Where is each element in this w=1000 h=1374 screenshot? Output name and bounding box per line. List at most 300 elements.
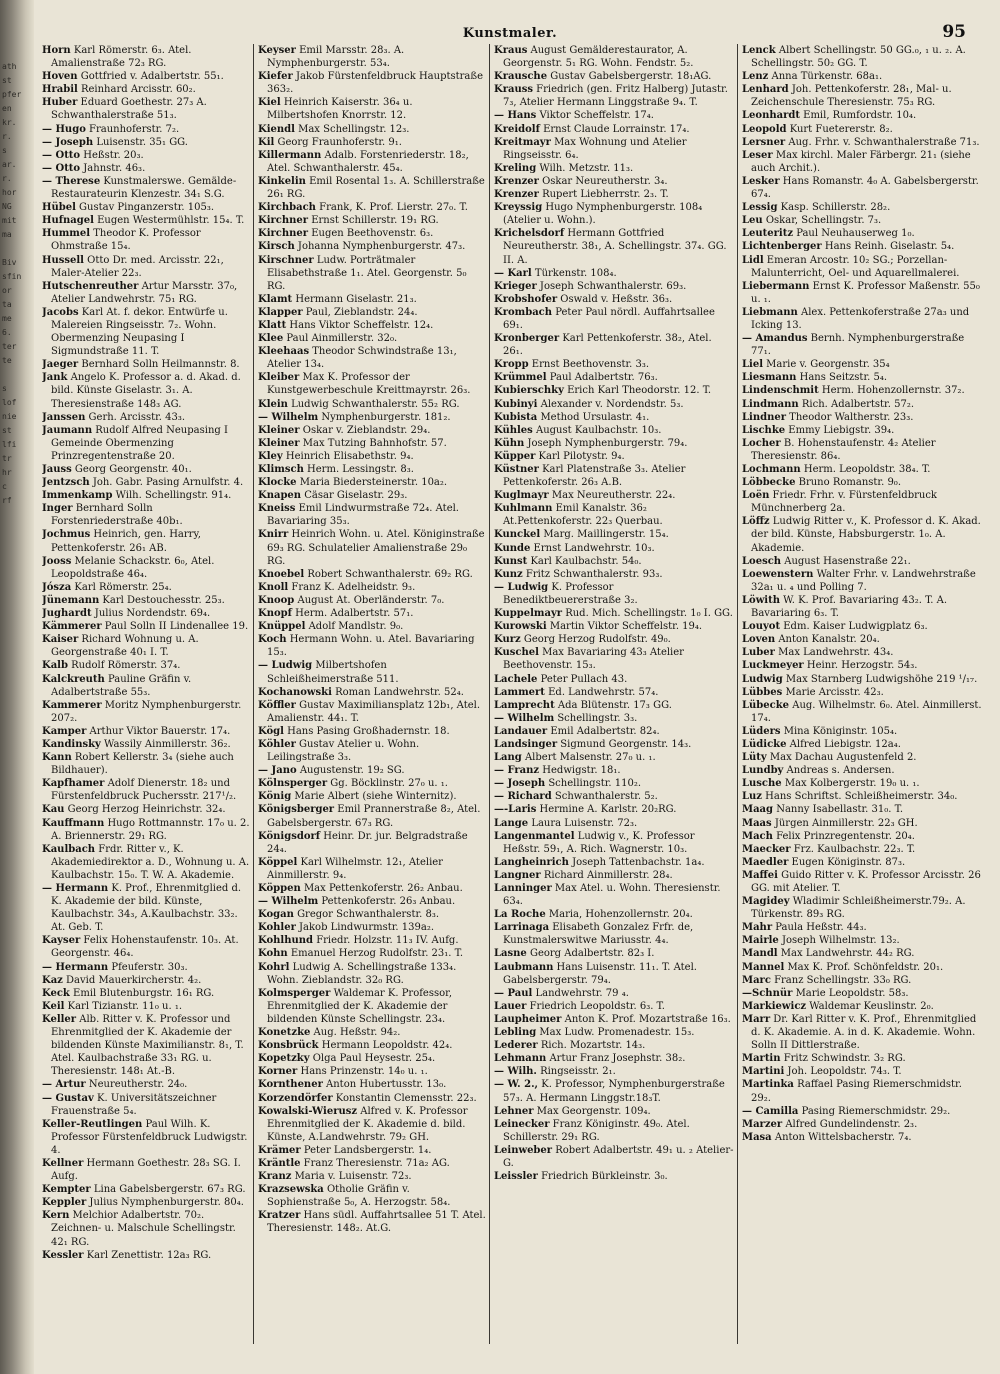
directory-entry: [258, 201, 486, 214]
directory-entry: [258, 856, 486, 882]
entry-details: Gregor Schwanthalerstr. 8₃.: [293, 909, 440, 921]
entry-details: Fritz Schwindstr. 3₂ RG.: [780, 1053, 906, 1065]
directory-entry: [742, 817, 982, 830]
entry-details: Cäsar Giselastr. 29₃.: [301, 490, 408, 502]
entry-name: Kunde: [494, 542, 531, 554]
directory-entry: [258, 607, 486, 620]
directory-entry: [258, 620, 486, 633]
entry-details: B. Hohenstaufenstr. 4₂ Atelier Theresienstr. 86₄.: [751, 437, 936, 462]
directory-entry: [494, 411, 734, 424]
directory-entry: [42, 882, 250, 934]
entry-name: Krombach: [494, 306, 553, 318]
directory-entry: [258, 528, 486, 567]
entry-name: — Artur: [42, 1079, 86, 1091]
directory-entry: [42, 502, 250, 528]
directory-entry: [742, 987, 982, 1000]
directory-entry: [494, 502, 734, 528]
entry-details: Nanny Isabellastr. 31₀. T.: [773, 804, 904, 816]
entry-details: Bernhard Solln Forstenriederstraße 40b₁.: [51, 503, 183, 528]
entry-details: Georg Herzog Rudolfstr. 49₀.: [520, 634, 671, 646]
entry-details: Gerh. Arcisstr. 43₃.: [85, 411, 186, 423]
entry-details: Artur Marsstr. 37₀, Atelier Landwehrstr. 75₁ RG.: [51, 280, 238, 305]
directory-entry: [742, 620, 982, 633]
column-1: [42, 44, 250, 1354]
entry-name: Laubmann: [494, 961, 554, 973]
entry-name: Lusche: [742, 778, 782, 790]
entry-details: Joseph Wilhelmstr. 13₂.: [778, 935, 900, 947]
entry-name: Leu: [742, 215, 763, 227]
entry-details: Sigmund Georgenstr. 14₃.: [557, 738, 692, 750]
entry-name: Kirsch: [258, 241, 295, 253]
entry-name: Lederer: [494, 1040, 538, 1052]
entry-details: Joh. Pettenkoferstr. 28₁, Mal- u. Zeichenschule Theresienstr. 75₃ RG.: [751, 84, 952, 109]
entry-details: Melchior Adalbertstr. 70₂. Zeichnen- u. Malschule Schellingstr. 42₁ RG.: [51, 1210, 236, 1248]
directory-entry: [742, 214, 982, 227]
entry-name: Kreling: [494, 162, 537, 174]
column-divider: [737, 44, 738, 1344]
entry-details: Max Starnberg Ludwigshöhe 219 ¹/₁₇.: [782, 673, 978, 685]
entry-name: Klein: [258, 398, 288, 410]
directory-entry: [742, 646, 982, 659]
entry-name: Landauer: [494, 725, 548, 737]
directory-entry: [494, 280, 734, 293]
entry-name: Köppen: [258, 883, 301, 894]
entry-details: Paul Solln II Lindenallee 19.: [101, 621, 249, 633]
directory-entry: [258, 987, 486, 1026]
directory-entry: [42, 843, 250, 882]
entry-name: Kämmerer: [42, 621, 102, 633]
entry-details: Emil Kanalstr. 36₂ At.Pettenkoferstr. 22₃ Querbau.: [503, 503, 663, 528]
entry-details: Anton Hubertusstr. 13₀.: [322, 1079, 447, 1091]
entry-name: Leuteritz: [742, 228, 794, 240]
directory-entry: [494, 790, 734, 803]
entry-name: Maecker: [742, 843, 791, 855]
entry-details: Frank, K. Prof. Lierstr. 27₀. T.: [315, 202, 468, 214]
entry-details: Ringseisstr. 2₁.: [536, 1066, 616, 1078]
entry-details: Schellingstr. 3₃.: [554, 712, 638, 724]
entry-details: Joh. Leopoldstr. 74₃. T.: [784, 1066, 902, 1078]
entry-name: Königsdorf: [258, 830, 321, 842]
entry-details: August At. Oberländerstr. 7₀.: [294, 594, 445, 606]
directory-entry: [258, 450, 486, 463]
directory-entry: [258, 1092, 486, 1105]
entry-name: Martini: [742, 1066, 785, 1078]
entry-details: Hans Romanstr. 4₀ A. Gabelsbergerstr. 67₄.: [751, 175, 979, 201]
entry-name: Immenkamp: [42, 490, 113, 502]
entry-name: Kil: [258, 136, 275, 148]
entry-details: Türkenstr. 108₄.: [531, 267, 617, 279]
directory-entry: [494, 947, 734, 960]
directory-entry: [258, 1039, 486, 1052]
directory-entry: [742, 254, 982, 280]
entry-name: Kalckreuth: [42, 673, 105, 685]
entry-details: Alb. Ritter v. K. Professor und Ehrenmitglied der K. Akademie der bildenden Künste Maximilianstr. 8₁, T. Atel. Kaulbachstraße 33₁ RG. u. Theresienstr. 148₁ At.-B.: [51, 1013, 244, 1078]
directory-entry: [742, 1078, 982, 1104]
entry-name: —Schnür: [742, 987, 793, 999]
entry-details: Maria v. Luisenstr. 72₃.: [291, 1171, 412, 1183]
entry-details: Julius Nymphenburgerstr. 80₄.: [86, 1197, 244, 1209]
directory-entry: [742, 1131, 982, 1144]
entry-name: Lamprecht: [494, 699, 555, 711]
entry-details: Moritz Nymphenburgerstr. 207₂.: [51, 699, 242, 724]
entry-details: Karl Kaulbachstr. 54₀.: [527, 555, 642, 567]
entry-name: Kreidolf: [494, 123, 540, 135]
entry-details: Theodor K. Professor Ohmstraße 15₄.: [51, 228, 201, 253]
directory-entry: [42, 1078, 250, 1091]
entry-details: Reinhard Arcisstr. 60₂.: [77, 84, 196, 96]
directory-entry: [42, 1196, 250, 1209]
directory-entry: [42, 817, 250, 843]
entry-name: Martin: [742, 1053, 781, 1065]
directory-entry: [42, 974, 250, 987]
entry-details: Ernst Schillerstr. 19₁ RG.: [308, 215, 439, 227]
entry-name: Jaeger: [42, 359, 79, 371]
entry-details: Wassily Ainmillerstr. 36₂.: [100, 738, 231, 750]
entry-details: K. Prof., Ehrenmitglied d. K. Akademie der bild. Künste, Kaulbachstr. 34₃, A.Kaulbachstr. 33₂. At. Geb. T.: [51, 883, 242, 934]
directory-entry: [494, 869, 734, 882]
entry-name: Mahr: [742, 922, 773, 934]
directory-entry: [258, 777, 486, 790]
entry-name: Kunst: [494, 555, 528, 567]
directory-entry: [742, 424, 982, 437]
entry-details: Anna Türkenstr. 68a₁.: [768, 71, 883, 83]
entry-name: Liebmann: [742, 306, 798, 318]
entry-name: Lenck: [742, 45, 776, 56]
directory-entry: [742, 371, 982, 384]
entry-details: Adalb. Forstenriederstr. 18₂, Atel. Schwanthalerstr. 45₄.: [267, 149, 469, 174]
entry-name: Loewenstern: [742, 568, 814, 580]
entry-name: Martinka: [742, 1079, 794, 1091]
entry-name: Kogan: [258, 909, 294, 921]
entry-name: Kinkelin: [258, 175, 306, 187]
entry-details: Joseph Nymphenburgerstr. 79₄.: [524, 437, 688, 449]
directory-entry: [742, 358, 982, 371]
directory-entry: [42, 987, 250, 1000]
directory-entry: [42, 96, 250, 122]
entry-details: Heßstr. 20₃.: [80, 149, 144, 161]
entry-details: Konstantin Clemensstr. 22₃.: [332, 1092, 477, 1104]
entry-name: Kühn: [494, 437, 525, 449]
directory-entry: [42, 620, 250, 633]
directory-entry: [258, 254, 486, 293]
directory-entry: [258, 895, 486, 908]
entry-details: Method Ursulastr. 4₁.: [537, 411, 650, 423]
entry-details: Ludw. Porträtmaler Elisabethstraße 1₁. Atel. Georgenstr. 5₀ RG.: [267, 254, 467, 292]
entry-details: Lina Gabelsbergerstr. 67₃ RG.: [90, 1184, 246, 1196]
section-title: Kunstmaler.: [462, 26, 558, 41]
directory-entry: [494, 686, 734, 699]
entry-name: Kölnsperger: [258, 778, 328, 790]
entry-details: Ernst Beethovenstr. 3₃.: [528, 359, 650, 371]
directory-entry: [258, 476, 486, 489]
directory-entry: [42, 934, 250, 960]
directory-entry: [258, 947, 486, 960]
entry-name: — Wilhelm: [258, 896, 319, 908]
entry-details: Franz Königinstr. 49₀. Atel. Schillerstr. 29₁ RG.: [503, 1118, 690, 1143]
entry-details: Hans südl. Auffahrtsallee 51 T. Atel. Theresienstr. 148₂. At.G.: [267, 1210, 486, 1235]
directory-entry: [742, 437, 982, 463]
directory-entry: [258, 738, 486, 764]
entry-name: König: [258, 791, 292, 803]
entry-details: Anton Wittelsbacherstr. 7₄.: [771, 1131, 912, 1143]
directory-entry: [42, 581, 250, 594]
entry-details: Max kirchl. Maler Färbergr. 21₁ (siehe auch Archit.).: [751, 149, 971, 174]
entry-name: Kauffmann: [42, 817, 105, 829]
directory-entry: [42, 1249, 250, 1262]
entry-name: — Otto: [42, 162, 81, 174]
entry-details: Friedrich Bürkleinstr. 3₀.: [537, 1171, 668, 1183]
entry-details: Emmy Liebigstr. 39₄.: [785, 424, 895, 436]
entry-name: Kurowski: [494, 621, 547, 633]
entry-details: Laura Luisenstr. 72₃.: [528, 817, 638, 829]
entry-name: Landsinger: [494, 738, 558, 750]
entry-details: Theodor Waltherstr. 23₃.: [786, 411, 914, 423]
entry-details: Paul Neuhauserweg 1₀.: [793, 228, 915, 240]
entry-details: Max Neureutherstr. 22₄.: [548, 490, 676, 502]
entry-name: Kowalski-Wierusz: [258, 1105, 358, 1117]
entry-name: Kleehaas: [258, 346, 310, 358]
entry-name: Kuglmayr: [494, 490, 549, 502]
entry-name: Krenzer: [494, 189, 539, 201]
entry-details: Viktor Scheffelstr. 17₄.: [536, 110, 654, 122]
entry-name: Lochmann: [742, 464, 801, 475]
entry-name: Kronberger: [494, 333, 560, 345]
entry-name: Krümmel: [494, 372, 547, 384]
directory-entry: [742, 738, 982, 751]
entry-details: Jakob Lindwurmstr. 139a₂.: [295, 922, 435, 934]
entry-details: Herm. Hohenzollernstr. 37₂.: [818, 385, 965, 397]
entry-name: Loven: [742, 634, 776, 646]
directory-entry: [494, 921, 734, 947]
entry-name: Kochanowski: [258, 686, 332, 698]
entry-details: Ed. Landwehrstr. 57₄.: [544, 686, 659, 698]
entry-details: Karl At. f. dekor. Entwürfe u. Malereien Ringseisstr. 7₂. Wohn. Obermenzing Neupasing I Sigmundstraße 11. T.: [51, 306, 228, 358]
directory-entry: [742, 149, 982, 175]
entry-name: Knapen: [258, 490, 302, 502]
entry-name: Kühles: [494, 424, 533, 436]
directory-entry: [258, 1078, 486, 1091]
entry-details: Herm. Leopoldstr. 38₄. T.: [800, 464, 931, 475]
entry-name: Langheinrich: [494, 856, 569, 868]
entry-name: Lachele: [494, 673, 538, 685]
entry-name: Krausche: [494, 71, 548, 83]
entry-details: Karl Wilhelmstr. 12₁, Atelier Ainmillerstr. 9₄.: [267, 856, 443, 881]
directory-entry: [494, 908, 734, 921]
directory-entry: [742, 947, 982, 960]
directory-entry: [42, 227, 250, 253]
entry-details: Aug. Heßstr. 94₂.: [310, 1027, 401, 1039]
entry-details: Edm. Kaiser Ludwigplatz 6₃.: [780, 621, 928, 633]
entry-name: — Richard: [494, 791, 552, 803]
entry-details: Hans Reinh. Giselastr. 5₄.: [821, 241, 955, 253]
entry-details: Richard Ainmillerstr. 28₄.: [540, 869, 673, 881]
directory-entry: [42, 1092, 250, 1118]
directory-entry: [742, 895, 982, 921]
directory-entry: [494, 44, 734, 70]
entry-details: Albert Schellingstr. 50 GG.₀, ₁ u. ₂. A. Schellingstr. 50₂ GG. T.: [751, 45, 966, 70]
directory-entry: [494, 764, 734, 777]
entry-details: Marie Albert (siehe Winternitz).: [291, 791, 457, 803]
entry-name: Maas: [742, 817, 772, 829]
entry-name: Kunz: [494, 568, 523, 580]
entry-name: Kohrl: [258, 961, 290, 973]
entry-details: Jahnstr. 46₃.: [80, 162, 146, 174]
directory-entry: [494, 856, 734, 869]
directory-entry: [742, 201, 982, 214]
entry-name: Jank: [42, 372, 68, 384]
entry-details: Max Wohnung und Atelier Ringseisstr. 6₄.: [503, 136, 687, 161]
directory-entry: [258, 594, 486, 607]
entry-name: Kapfhamer: [42, 778, 105, 790]
entry-details: Peter Landsbergerstr. 1₄.: [300, 1144, 432, 1156]
entry-name: Kirschner: [258, 254, 314, 266]
directory-entry: [494, 712, 734, 725]
entry-name: Krauss: [494, 84, 533, 96]
directory-entry: [494, 1013, 734, 1026]
entry-details: Franz K. Adelheidstr. 9₃.: [288, 581, 416, 593]
directory-entry: [258, 463, 486, 476]
entry-name: Mandl: [742, 948, 778, 960]
entry-name: Lübecke: [742, 699, 790, 711]
entry-details: Hermann Leopoldstr. 42₄.: [318, 1040, 453, 1052]
directory-entry: [742, 384, 982, 397]
directory-columns: [42, 44, 990, 1354]
entry-details: Max Pettenkoferstr. 26₂ Anbau.: [300, 883, 463, 894]
entry-details: Robert Schwanthalerstr. 69₂ RG.: [304, 568, 473, 580]
entry-name: Kley: [258, 450, 283, 462]
entry-name: — Ludwig: [494, 581, 549, 593]
entry-name: Mach: [742, 830, 773, 842]
entry-name: Keil: [42, 1000, 65, 1012]
directory-entry: [258, 175, 486, 201]
directory-entry: [494, 961, 734, 987]
directory-entry: [258, 961, 486, 987]
entry-details: Karl Destouchesstr. 25₃.: [99, 594, 225, 606]
directory-entry: [258, 240, 486, 253]
entry-details: Rudolf Alfred Neupasing I Gemeinde Obermenzing Prinzregentenstraße 20.: [51, 424, 228, 462]
directory-entry: [42, 777, 250, 803]
entry-details: Kasp. Schillerstr. 28₂.: [777, 202, 891, 214]
directory-entry: [42, 725, 250, 738]
entry-details: Schwanthalerstr. 5₂.: [551, 791, 658, 803]
entry-details: Ernst K. Professor Maßenstr. 55₀ u. ₁.: [751, 280, 980, 305]
entry-details: Marie Arcisstr. 42₃.: [782, 686, 884, 698]
entry-name: Mairle: [742, 935, 779, 947]
entry-details: Karl Platenstraße 3₃. Atelier Pettenkoferstr. 26₃ A.B.: [503, 464, 686, 489]
entry-details: Karl Pilotystr. 9₄.: [535, 450, 625, 462]
directory-entry: [258, 1209, 486, 1235]
entry-details: Otholie Gräfin v. Sophienstraße 5₀, A. Herzogstr. 58₄.: [267, 1184, 451, 1209]
entry-name: Kreitmayr: [494, 136, 551, 148]
directory-entry: [258, 332, 486, 345]
entry-details: Marie Leopoldstr. 58₃.: [792, 987, 909, 999]
directory-entry: [258, 398, 486, 411]
entry-name: Mannel: [742, 961, 785, 973]
entry-details: Paul Wilh. K. Professor Fürstenfeldbruck Ludwigstr. 4.: [51, 1118, 248, 1156]
column-2: [258, 44, 486, 1354]
entry-details: Ernst Landwehrstr. 10₃.: [530, 542, 655, 554]
entry-name: Korner: [258, 1066, 298, 1078]
entry-name: — Paul: [494, 987, 533, 999]
entry-details: Gg. Böcklinstr. 27₀ u. ₁.: [327, 778, 448, 790]
directory-entry: [742, 974, 982, 987]
entry-details: Jürgen Ainmillerstr. 22₃ GH.: [771, 817, 918, 829]
entry-name: Königsberger: [258, 804, 335, 816]
entry-details: Max K. Professor der Kunstgewerbeschule Kreittmayrstr. 26₃.: [267, 372, 471, 397]
entry-name: Louyot: [742, 621, 781, 633]
entry-name: Köhler: [258, 738, 296, 750]
entry-details: Karl Römerstr. 6₃. Atel. Amalienstraße 72₃ RG.: [51, 45, 192, 70]
entry-details: Aug. Wilhelmstr. 6₀. Atel. Ainmillerst. 17₄.: [751, 699, 982, 724]
entry-details: K. Universitätszeichner Frauenstraße 5₄.: [51, 1092, 217, 1117]
entry-details: Alfred Gundelindenstr. 2₃.: [782, 1118, 918, 1130]
directory-entry: [42, 201, 250, 214]
entry-name: Keller-Reutlingen: [42, 1118, 143, 1130]
entry-details: Felix Hohenstaufenstr. 10₃. At. Georgenstr. 46₄.: [51, 935, 239, 960]
directory-entry: [742, 109, 982, 122]
directory-entry: [742, 1118, 982, 1131]
entry-details: Emil, Rumfordstr. 10₄.: [799, 110, 917, 122]
entry-details: Hermine A. Karlstr. 20₂RG.: [536, 804, 677, 816]
entry-details: Emanuel Herzog Rudolfstr. 23₁. T.: [287, 948, 464, 960]
directory-entry: [494, 555, 734, 568]
entry-details: Waldemar K. Professor, Ehrenmitglied der K. Akademie der bildenden Künste Schellingstr. 23₄.: [267, 987, 452, 1025]
page-number: 95: [942, 22, 966, 42]
entry-details: Oswald v. Heßstr. 36₃.: [557, 293, 673, 305]
entry-details: Wladimir Schleißheimerstr.79₂. A. Türkenstr. 89₃ RG.: [751, 896, 966, 921]
entry-details: Gottfried v. Adalbertstr. 55₁.: [77, 71, 224, 83]
directory-entry: [494, 437, 734, 450]
entry-name: Leinweber: [494, 1144, 553, 1156]
entry-name: Kandinsky: [42, 738, 101, 750]
entry-details: Georg Adalbertstr. 82₃ I.: [526, 948, 655, 960]
directory-entry: [494, 738, 734, 751]
directory-entry: [42, 136, 250, 149]
entry-details: Paul Ainmillerstr. 32₀.: [283, 333, 398, 345]
entry-name: Luber: [742, 647, 775, 659]
entry-name: Krobshofer: [494, 293, 558, 305]
directory-entry: [742, 398, 982, 411]
entry-details: Richard Wohnung u. A. Georgenstraße 40₁ I. T.: [51, 634, 199, 659]
entry-name: Jochmus: [42, 529, 91, 541]
entry-name: Kaz: [42, 974, 63, 986]
entry-name: Killermann: [258, 149, 322, 161]
entry-details: Georg Georgenstr. 40₁.: [71, 464, 192, 475]
directory-entry: [494, 123, 734, 136]
entry-details: Schellingstr. 110₂.: [545, 778, 642, 790]
directory-entry: [494, 450, 734, 463]
entry-name: Larrinaga: [494, 922, 550, 934]
entry-details: Herm. Lessingstr. 8₃.: [303, 464, 414, 475]
directory-entry: [258, 1065, 486, 1078]
entry-name: Küpper: [494, 450, 536, 462]
directory-entry: [258, 319, 486, 332]
entry-name: Löbbecke: [742, 477, 796, 489]
entry-details: Heinrich Elisabethstr. 9₄.: [282, 450, 414, 462]
entry-name: Kleiber: [258, 372, 300, 384]
entry-details: Max Kolbergerstr. 19₀ u. ₁.: [781, 778, 920, 790]
directory-entry: [742, 790, 982, 803]
entry-name: — Jano: [258, 765, 297, 777]
entry-name: Kiendl: [258, 123, 295, 135]
directory-entry: [494, 1052, 734, 1065]
entry-name: Lersner: [742, 136, 786, 148]
entry-details: Emil Marsstr. 28₃. A. Nymphenburgerstr. 53₄.: [267, 45, 405, 70]
directory-entry: [742, 594, 982, 620]
entry-details: August Gemälderestaurator, A. Georgenstr. 5₁ RG. Wohn. Fendstr. 5₂.: [503, 45, 694, 70]
entry-name: — Hermann: [42, 961, 109, 973]
directory-entry: [258, 725, 486, 738]
